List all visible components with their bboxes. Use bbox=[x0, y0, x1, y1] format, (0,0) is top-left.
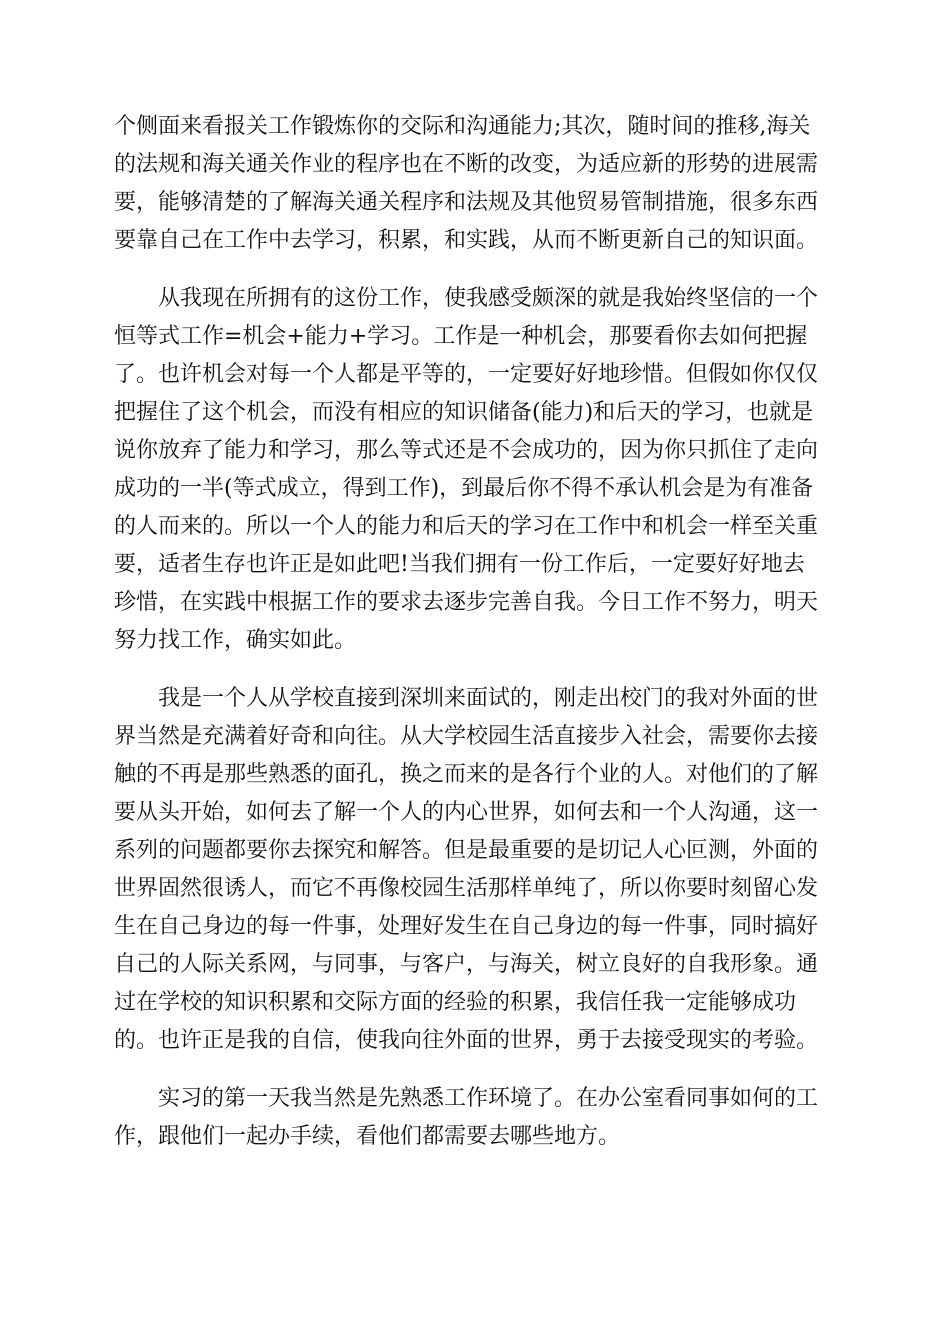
text-line: 世界固然很诱人，而它不再像校园生活那样单纯了，所以你要时刻留心发 bbox=[114, 876, 819, 901]
text-line: 珍惜，在实践中根据工作的要求去逐步完善自我。今日工作不努力，明天 bbox=[114, 590, 819, 615]
text-line: 实习的第一天我当然是先熟悉工作环境了。在办公室看同事如何的工 bbox=[158, 1086, 819, 1111]
text-line: 要从头开始，如何去了解一个人的内心世界，如何去和一个人沟通，这一 bbox=[114, 800, 819, 825]
text-line: 努力找工作，确实如此。 bbox=[114, 628, 357, 653]
text-line: 生在自己身边的每一件事，处理好发生在自己身边的每一件事，同时搞好 bbox=[114, 914, 819, 939]
document-body bbox=[114, 108, 836, 1176]
text-line: 要，能够清楚的了解海关通关程序和法规及其他贸易管制措施，很多东西 bbox=[114, 190, 819, 215]
text-line: 从我现在所拥有的这份工作，使我感受颇深的就是我始终坚信的一个 bbox=[158, 286, 819, 311]
paragraph-2 bbox=[114, 280, 836, 660]
text-line: 作，跟他们一起办手续，看他们都需要去哪些地方。 bbox=[114, 1124, 621, 1149]
text-line: 的法规和海关通关作业的程序也在不断的改变，为适应新的形势的进展需 bbox=[114, 152, 819, 177]
paragraph-1 bbox=[114, 108, 836, 260]
text-line: 界当然是充满着好奇和向往。从大学校园生活直接步入社会，需要你去接 bbox=[114, 724, 819, 749]
text-line: 过在学校的知识积累和交际方面的经验的积累，我信任我一定能够成功 bbox=[114, 990, 797, 1015]
text-line: 触的不再是那些熟悉的面孔，换之而来的是各行个业的人。对他们的了解 bbox=[114, 762, 819, 787]
text-line: 要，适者生存也许正是如此吧!当我们拥有一份工作后，一定要好好地去 bbox=[114, 552, 805, 577]
text-line: 了。也许机会对每一个人都是平等的，一定要好好地珍惜。但假如你仅仅 bbox=[114, 362, 819, 387]
text-line: 成功的一半(等式成立，得到工作)，到最后你不得不承认机会是为有准备 bbox=[114, 476, 814, 501]
text-line: 说你放弃了能力和学习，那么等式还是不会成功的，因为你只抓住了走向 bbox=[114, 438, 819, 463]
text-line: 自己的人际关系网，与同事，与客户，与海关，树立良好的自我形象。通 bbox=[114, 952, 819, 977]
text-line: 要靠自己在工作中去学习，积累，和实践，从而不断更新自己的知识面。 bbox=[114, 228, 819, 253]
text-line: 的人而来的。所以一个人的能力和后天的学习在工作中和机会一样至关重 bbox=[114, 514, 819, 539]
text-line: 恒等式工作=机会+能力+学习。工作是一种机会，那要看你去如何把握 bbox=[114, 324, 808, 349]
text-line: 系列的问题都要你去探究和解答。但是最重要的是切记人心叵测，外面的 bbox=[114, 838, 819, 863]
text-line: 的。也许正是我的自信，使我向往外面的世界，勇于去接受现实的考验。 bbox=[114, 1028, 819, 1053]
paragraph-3 bbox=[114, 680, 836, 1060]
text-line: 把握住了这个机会，而没有相应的知识储备(能力)和后天的学习，也就是 bbox=[114, 400, 814, 425]
paragraph-4 bbox=[114, 1080, 836, 1156]
text-line: 个侧面来看报关工作锻炼你的交际和沟通能力;其次，随时间的推移,海关 bbox=[114, 114, 811, 139]
text-line: 我是一个人从学校直接到深圳来面试的，刚走出校门的我对外面的世 bbox=[158, 686, 819, 711]
